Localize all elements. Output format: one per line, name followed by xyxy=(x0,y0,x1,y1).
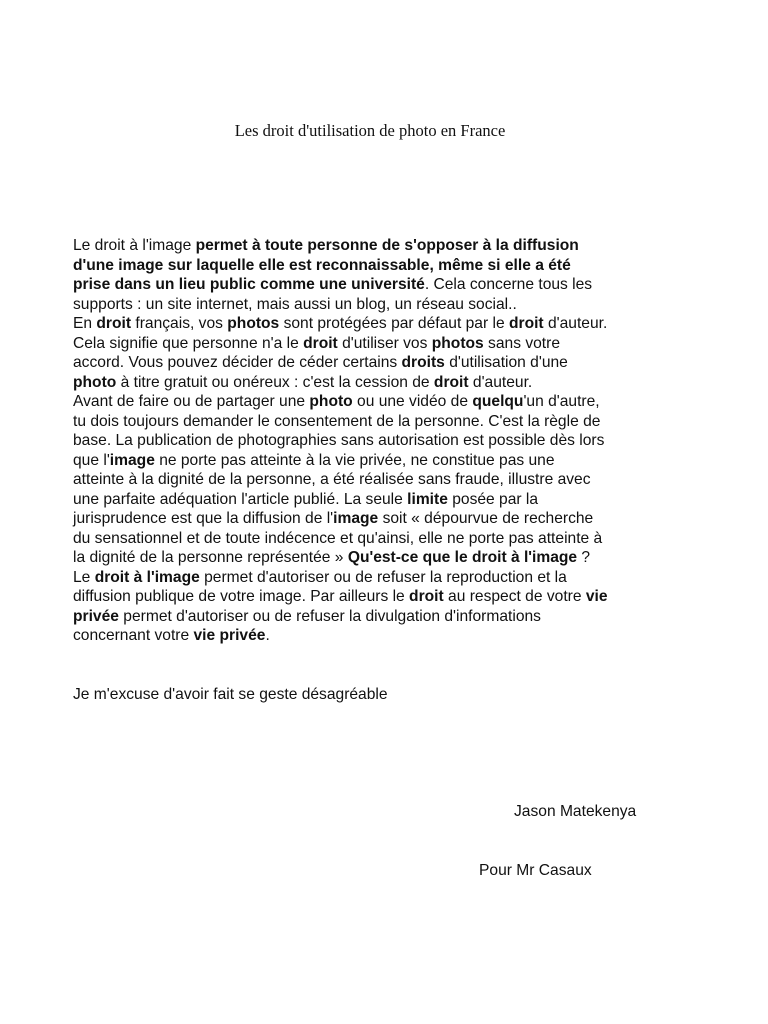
body-line xyxy=(73,568,713,588)
bold-text-run: droit xyxy=(409,588,444,605)
bold-text-run: d'une image sur laquelle elle est reconnaissable, même si elle a été xyxy=(73,256,571,274)
text-run: d'utilisation d'une xyxy=(444,354,568,371)
bold-text-run: privée xyxy=(73,607,119,625)
body-line xyxy=(73,490,713,510)
body-line xyxy=(73,295,713,315)
text-run: à titre gratuit ou onéreux : c'est la cession de xyxy=(116,373,434,391)
body-line xyxy=(73,509,713,529)
body-line xyxy=(73,314,713,334)
bold-text-run: photo xyxy=(73,373,117,391)
text-run: posée par la xyxy=(447,490,539,508)
body-line xyxy=(73,334,713,354)
body-line xyxy=(73,470,713,490)
body-line xyxy=(73,256,713,276)
text-run: d'utiliser vos xyxy=(337,334,432,352)
bold-text-run: vie privée xyxy=(193,627,266,644)
text-run: En xyxy=(73,315,97,332)
text-run: une parfaite adéquation l'article publié. La seule xyxy=(73,490,408,508)
body-line xyxy=(73,587,713,607)
text-run: atteinte à la dignité de la personne, a été réalisée sans fraude, illustre avec xyxy=(73,471,591,488)
document-body xyxy=(73,236,713,646)
body-line xyxy=(73,451,713,471)
text-run: supports : un site internet, mais aussi un blog, un réseau social.. xyxy=(73,295,517,313)
text-run: ? xyxy=(577,549,591,566)
bold-text-run: droit xyxy=(303,334,338,352)
text-run: d'auteur. xyxy=(543,315,608,332)
bold-text-run: photos xyxy=(227,315,280,332)
body-line xyxy=(73,373,713,393)
body-line xyxy=(73,412,713,432)
text-run: permet d'autoriser ou de refuser la divulgation d'informations xyxy=(118,607,541,625)
text-run: d'auteur. xyxy=(468,373,533,391)
bold-text-run: permet à toute personne de s'opposer à la diffusion xyxy=(195,237,579,254)
text-run: sans votre xyxy=(483,334,560,352)
bold-text-run: Qu'est-ce que le droit à l'image xyxy=(347,549,578,566)
bold-text-run: vie xyxy=(585,588,608,605)
text-run: Le droit à l'image xyxy=(73,237,196,254)
text-run: Le xyxy=(73,568,95,586)
text-run: la dignité de la personne représentée » xyxy=(73,549,348,566)
text-run: jurisprudence est que la diffusion de l' xyxy=(73,510,334,527)
text-run: français, vos xyxy=(131,315,228,332)
text-run: 'un d'autre, xyxy=(523,393,600,410)
text-run: sont protégées par défaut par le xyxy=(279,315,509,332)
text-run: ou une vidéo de xyxy=(352,393,473,410)
body-line xyxy=(73,626,713,646)
bold-text-run: prise dans un lieu public comme une université xyxy=(73,276,425,293)
signature: Jason Matekenya xyxy=(514,803,637,820)
text-run: soit « dépourvue de recherche xyxy=(378,510,594,527)
bold-text-run: quelqu xyxy=(472,393,524,410)
apology-line: Je m'excuse d'avoir fait se geste désagréable xyxy=(73,686,388,703)
body-line xyxy=(73,607,713,627)
text-run: permet d'autoriser ou de refuser la reproduction et la xyxy=(199,568,567,586)
text-run: Avant de faire ou de partager une xyxy=(73,393,310,410)
bold-text-run: droit xyxy=(96,315,132,332)
text-run: Cela signifie que personne n'a le xyxy=(73,334,304,352)
body-line xyxy=(73,529,713,549)
bold-text-run: limite xyxy=(407,490,448,508)
text-run: du sensationnel et de toute indécence et qu'ainsi, elle ne porte pas atteinte à xyxy=(73,529,603,547)
bold-text-run: photo xyxy=(309,393,353,410)
text-run: tu dois toujours demander le consentement de la personne. C'est la règle de xyxy=(73,412,601,430)
bold-text-run: photos xyxy=(431,334,484,352)
document-title: Les droit d'utilisation de photo en France xyxy=(234,121,506,140)
recipient-line: Pour Mr Casaux xyxy=(479,862,592,879)
text-run: diffusion publique de votre image. Par ailleurs le xyxy=(73,588,410,605)
text-run: accord. Vous pouvez décider de céder certains xyxy=(73,354,402,371)
bold-text-run: image xyxy=(333,510,379,527)
bold-text-run: droit xyxy=(433,373,469,391)
bold-text-run: droit à l'image xyxy=(94,568,200,586)
text-run: au respect de votre xyxy=(443,588,586,605)
bold-text-run: droit xyxy=(508,315,544,332)
body-line xyxy=(73,275,713,295)
text-run: concernant votre xyxy=(73,627,194,644)
body-line xyxy=(73,392,713,412)
text-run: base. La publication de photographies sans autorisation est possible dès lors xyxy=(73,432,605,449)
text-run: . Cela concerne tous les xyxy=(424,276,593,293)
text-run: ne porte pas atteinte à la vie privée, ne constitue pas une xyxy=(154,451,555,469)
bold-text-run: droits xyxy=(401,354,445,371)
body-line xyxy=(73,548,713,568)
body-line xyxy=(73,431,713,451)
body-line xyxy=(73,353,713,373)
text-run: que l' xyxy=(73,451,110,469)
bold-text-run: image xyxy=(109,451,155,469)
body-line xyxy=(73,236,713,256)
text-run: . xyxy=(265,627,270,644)
